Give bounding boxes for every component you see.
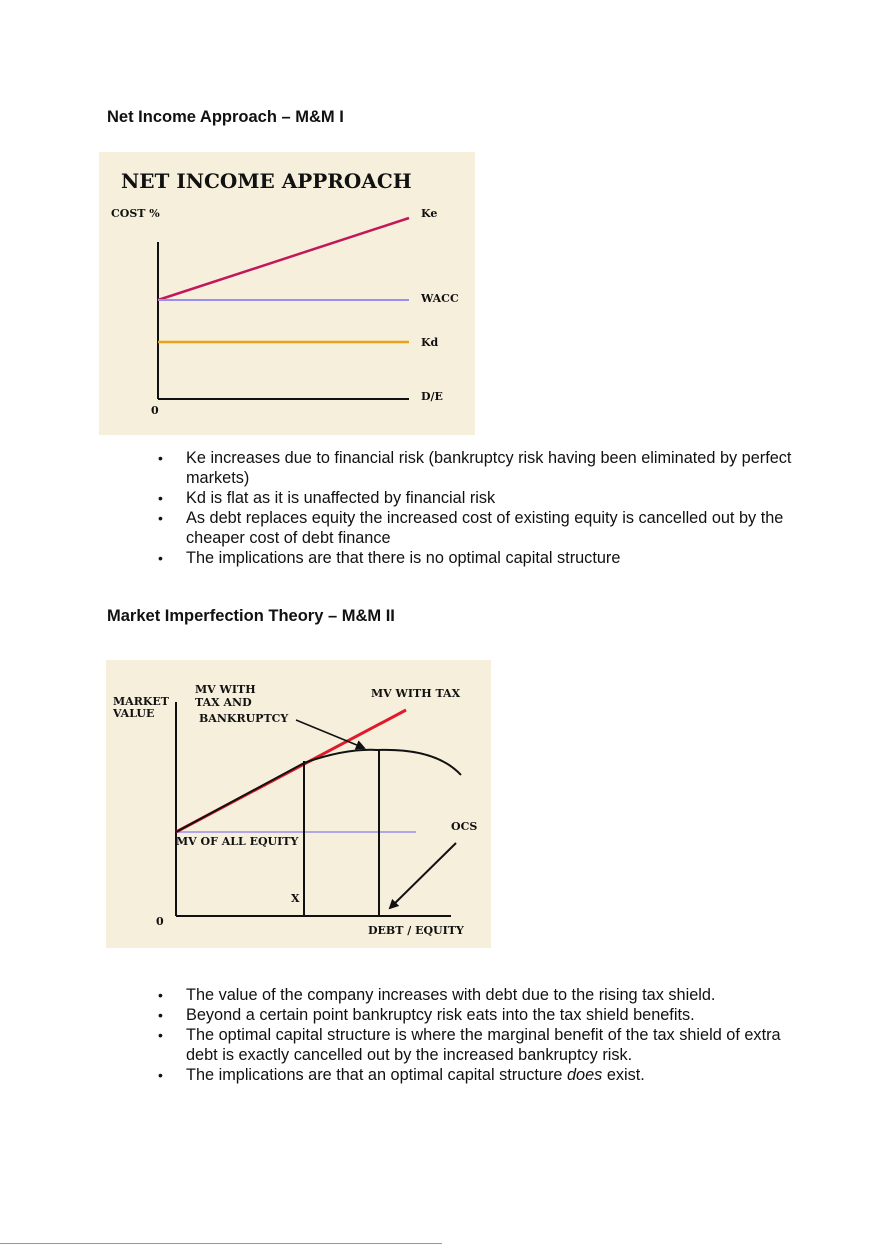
list-item-text: The optimal capital structure is where the marginal benefit of the tax shield of extra debt is exactly cancelled out by the increased bankruptcy risk. <box>186 1026 781 1064</box>
list-item <box>158 508 798 548</box>
list-item-text: As debt replaces equity the increased cost of existing equity is cancelled out by the cheaper cost of debt finance <box>186 509 784 547</box>
bullet-icon: • <box>158 550 163 566</box>
list-item-text: The value of the company increases with debt due to the rising tax shield. <box>186 986 716 1004</box>
bullet-icon: • <box>158 987 163 1003</box>
y-axis-label-line2: VALUE <box>113 707 155 720</box>
section-heading-net-income: Net Income Approach – M&M I <box>107 108 344 126</box>
origin-label: 0 <box>151 404 159 417</box>
list-item-text: Beyond a certain point bankruptcy risk eats into the tax shield benefits. <box>186 1006 695 1024</box>
list-item-text-before: The implications are that an optimal capital structure <box>186 1066 567 1084</box>
bullet-icon: • <box>158 1007 163 1023</box>
ke-label: Ke <box>421 207 438 220</box>
origin-label: 0 <box>156 915 164 928</box>
mv-tax-bankruptcy-label-line2: TAX AND <box>195 696 252 709</box>
list-item-emphasis: does <box>566 1066 603 1084</box>
list-item <box>158 1005 798 1025</box>
market-imperfection-bullet-list <box>158 985 798 1085</box>
bullet-icon: • <box>158 450 163 466</box>
x-axis-label: DEBT / EQUITY <box>368 924 464 937</box>
list-item-text: Kd is flat as it is unaffected by financial risk <box>186 489 496 507</box>
list-item-text: The implications are that there is no optimal capital structure <box>186 549 621 567</box>
section-heading-market-imperfection: Market Imperfection Theory – M&M II <box>107 607 395 625</box>
y-axis-label: COST % <box>111 207 160 220</box>
x-axis-label: D/E <box>421 390 443 403</box>
list-item <box>158 1065 798 1085</box>
list-item <box>158 448 798 488</box>
list-item-text: Ke increases due to financial risk (bankruptcy risk having been eliminated by perfect markets) <box>186 449 792 487</box>
net-income-approach-chart <box>99 152 475 435</box>
list-item <box>158 488 798 508</box>
ocs-label: OCS <box>451 820 478 833</box>
mv-tax-bankruptcy-label-line1: MV WITH <box>195 683 256 696</box>
x-marker-label: X <box>291 892 300 905</box>
mv-tax-bankruptcy-label-line3: BANKRUPTCY <box>199 712 289 725</box>
mv-all-equity-label: MV OF ALL EQUITY <box>176 835 299 848</box>
market-imperfection-chart <box>106 660 491 948</box>
bullet-icon: • <box>158 490 163 506</box>
kd-label: Kd <box>421 336 439 349</box>
net-income-bullet-list <box>158 448 798 568</box>
chart-background <box>99 152 475 435</box>
footer-rule <box>0 1243 442 1244</box>
list-item <box>158 548 798 568</box>
list-item <box>158 985 798 1005</box>
list-item-text-after: exist. <box>602 1066 645 1084</box>
mv-with-tax-label: MV WITH TAX <box>371 687 461 700</box>
bullet-icon: • <box>158 1027 163 1043</box>
wacc-label: WACC <box>421 292 459 305</box>
list-item <box>158 1025 798 1065</box>
bullet-icon: • <box>158 510 163 526</box>
chart-title: NET INCOME APPROACH <box>121 169 412 193</box>
bullet-icon: • <box>158 1067 163 1083</box>
y-axis-label-line1: MARKET <box>113 695 169 708</box>
